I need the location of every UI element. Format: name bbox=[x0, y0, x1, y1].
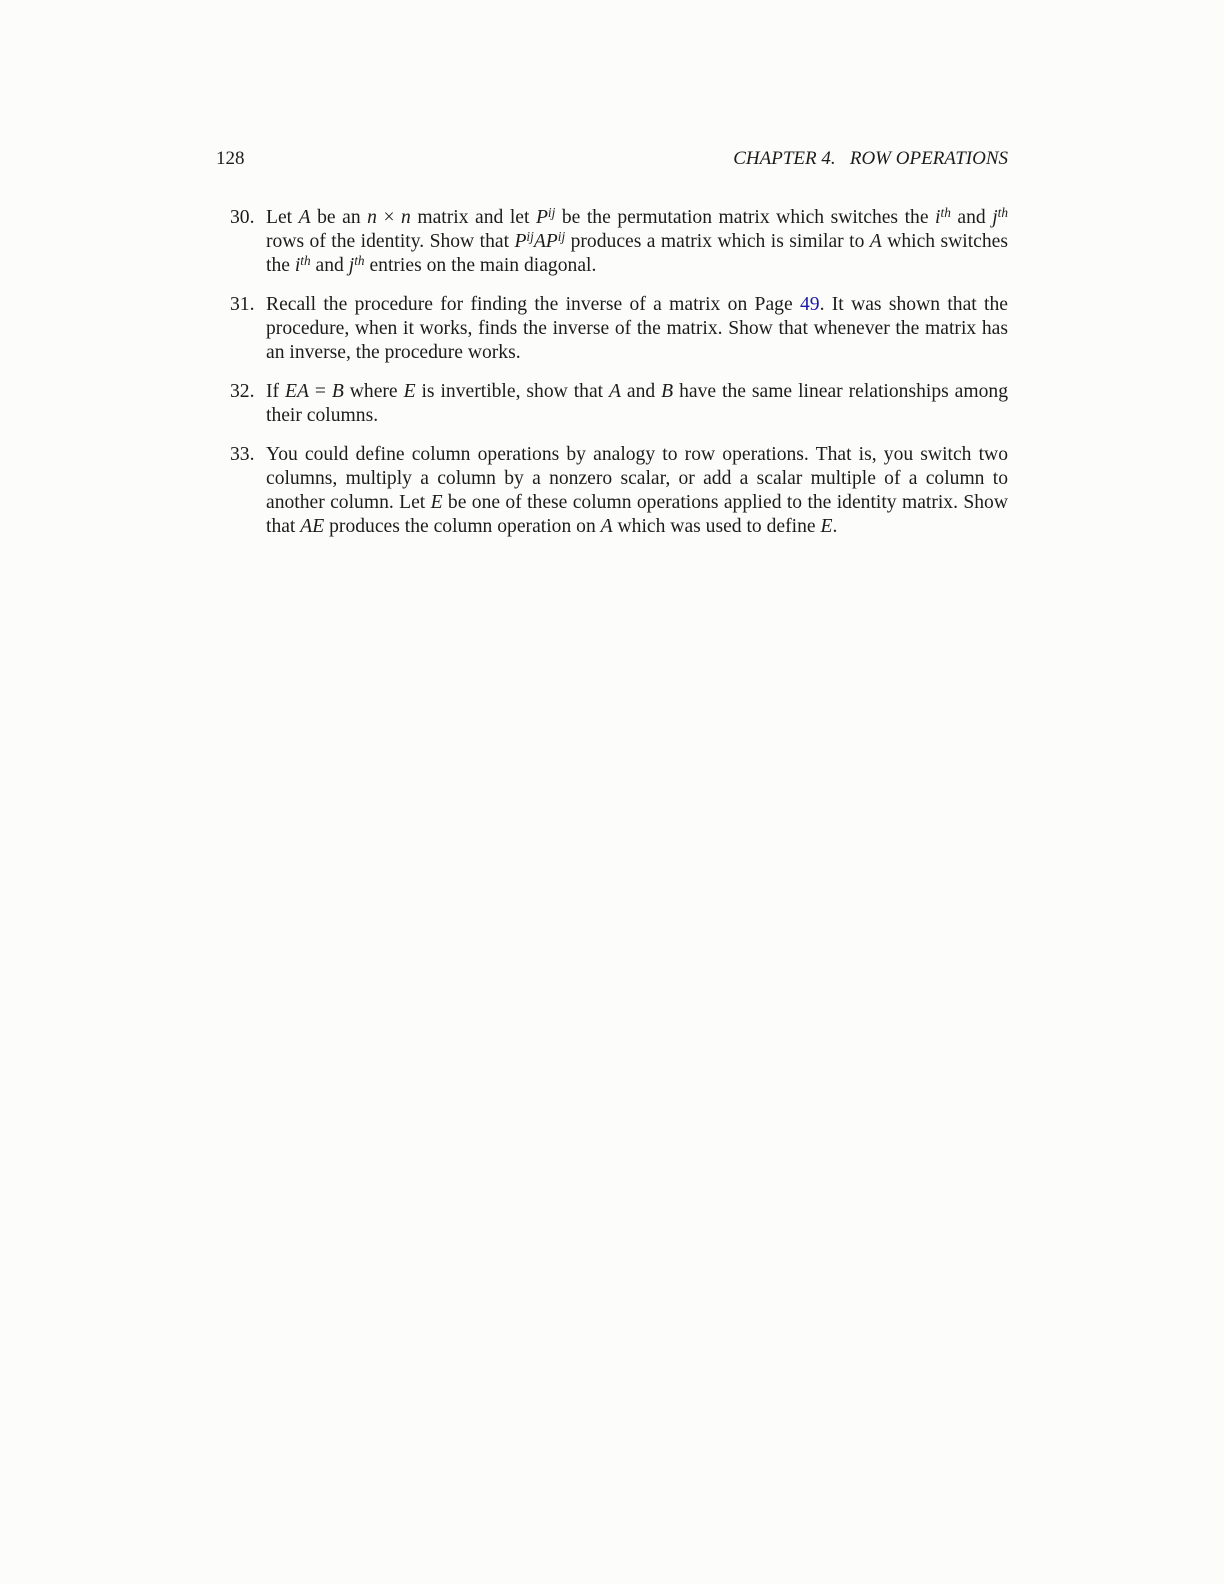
page-header bbox=[216, 148, 1008, 176]
page-reference-link[interactable]: 49 bbox=[799, 294, 820, 315]
running-head: CHAPTER 4. ROW OPERATIONS bbox=[733, 148, 1008, 169]
problem-number: 33. bbox=[230, 444, 255, 465]
problem-33 bbox=[216, 443, 1008, 539]
problem-number: 31. bbox=[230, 294, 255, 315]
problem-32 bbox=[216, 380, 1008, 428]
problem-text: Let A be an n × n matrix and let $P^{ij}$ be the permutation matrix which switches the $i^{th}$ and $j^{th}$ rows of the identity. Show that $P^{ij}AP^{ij}$ produces a matrix which is similar to A which switches the $i^{th}$ and $j^{th}$ entries on the main diagonal. bbox=[266, 205, 1008, 276]
problem-list bbox=[216, 206, 1008, 554]
problem-text: You could define column operations by analogy to row operations. That is, you switch two columns, multiply a column by a nonzero scalar, or add a scalar multiple of a column to another column. Let E be one of these column operations applied to the identity matrix. Show that AE produces the column operation on A which was used to define E. bbox=[266, 444, 1008, 537]
problem-number: 30. bbox=[230, 207, 255, 228]
problem-number: 32. bbox=[230, 381, 255, 402]
page-number: 128 bbox=[216, 148, 245, 169]
problem-text: If EA = B where E is invertible, show that A and B have the same linear relationships among their columns. bbox=[266, 381, 1009, 426]
problem-31 bbox=[216, 293, 1008, 365]
problem-text: Recall the procedure for finding the inverse of a matrix on Page 49. It was shown that the procedure, when it works, finds the inverse of the matrix. Show that whenever the matrix has an inverse, the procedure works. bbox=[266, 294, 1008, 363]
problem-30 bbox=[216, 206, 1008, 278]
